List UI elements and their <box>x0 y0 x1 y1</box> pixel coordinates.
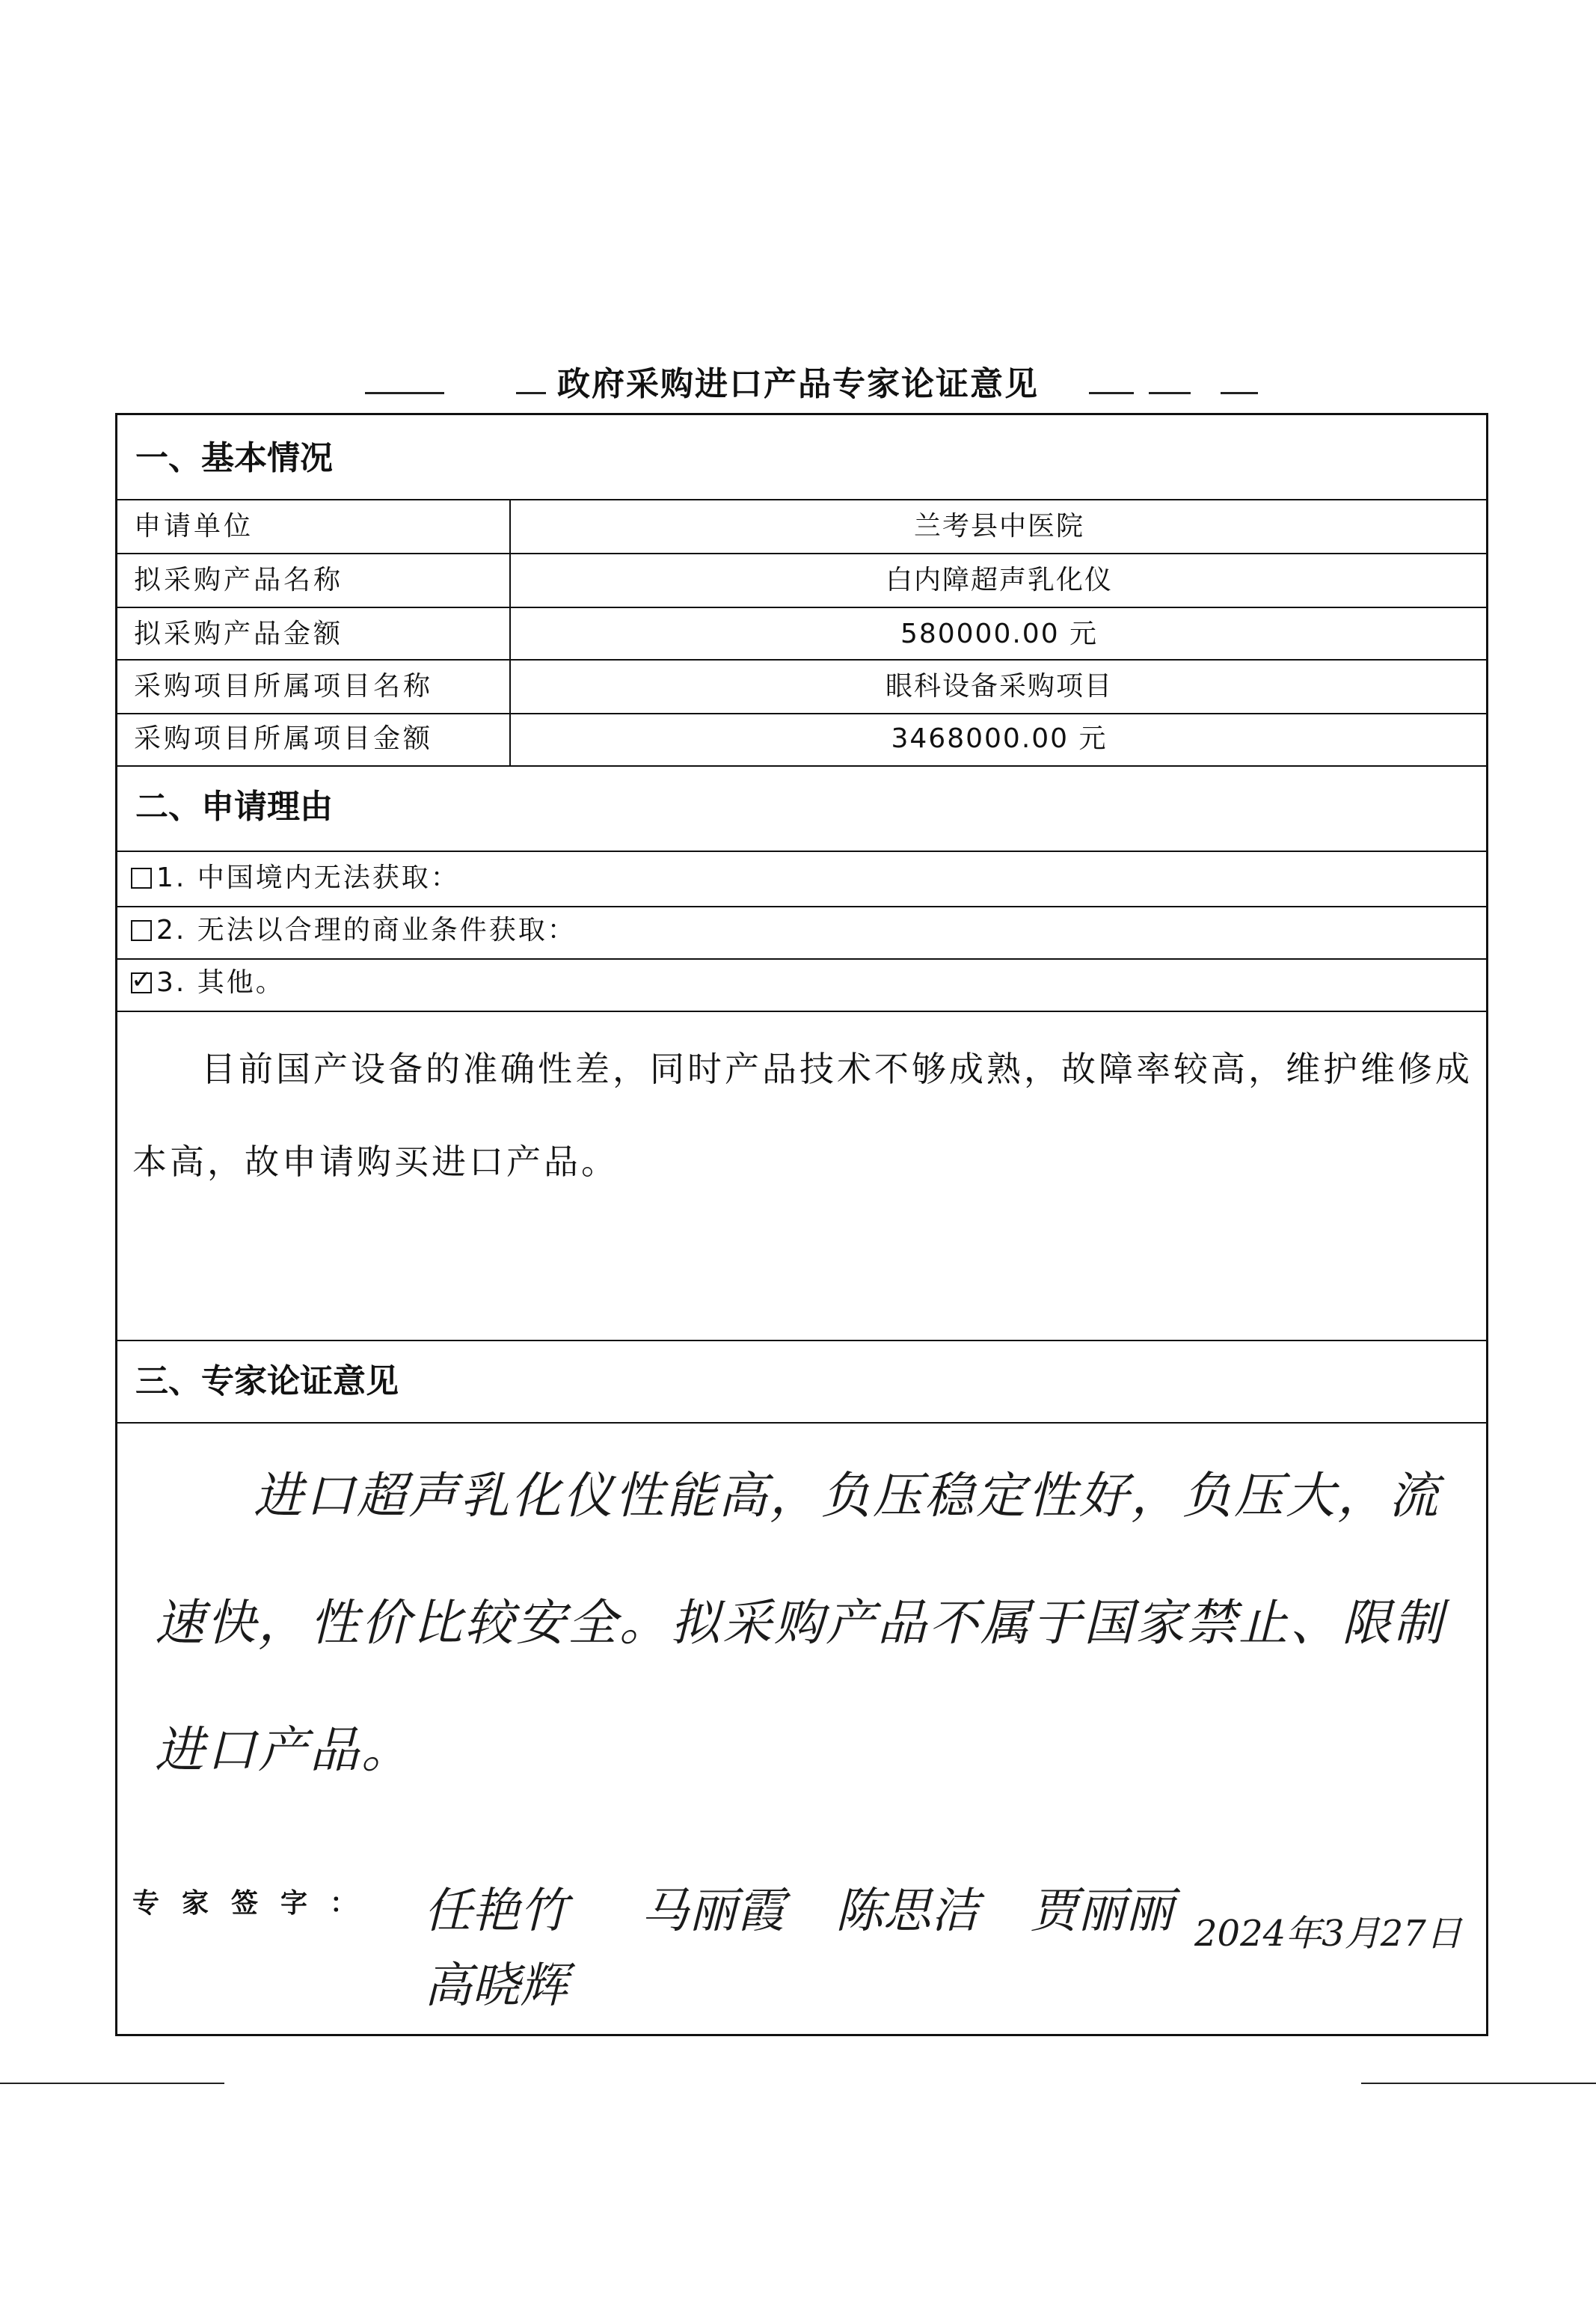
bottom-rule-left <box>0 2083 224 2084</box>
row-divider <box>117 1011 1486 1012</box>
value-project-name: 眼科设备采购项目 <box>885 671 1113 702</box>
signature-1: 任艳竹 <box>424 1884 568 1939</box>
section-reason-heading: 二、申请理由 <box>135 788 333 826</box>
option-1-text: 1. 中国境内无法获取： <box>156 862 460 893</box>
row-divider <box>117 958 1486 960</box>
signature-5: 高晓辉 <box>424 1958 568 2014</box>
section-basic-heading: 一、基本情况 <box>135 439 333 477</box>
checkmark-icon: ✓ <box>131 965 155 995</box>
signature-3: 陈思洁 <box>835 1884 979 1939</box>
value-product-amount: 580000.00 元 <box>900 619 1099 649</box>
checkbox-unchecked <box>131 868 152 889</box>
form-table <box>115 413 1488 2036</box>
bottom-rule-right <box>1361 2083 1596 2084</box>
option-3 <box>131 958 285 1008</box>
checkbox-checked <box>131 965 155 995</box>
signature-label: 专家签字： <box>132 1888 380 1919</box>
signing-date: 2024年3月27日 <box>1194 1913 1462 1955</box>
option-2-text: 2. 无法以合理的商业条件获取： <box>156 915 577 946</box>
label-applicant: 申请单位 <box>134 511 254 542</box>
section-opinion-heading: 三、专家论证意见 <box>135 1362 399 1400</box>
label-project-name: 采购项目所属项目名称 <box>134 671 434 702</box>
label-project-amount: 采购项目所属项目金额 <box>134 723 434 754</box>
row-divider <box>117 1422 1486 1424</box>
signature-4: 贾丽丽 <box>1030 1884 1173 1939</box>
expert-opinion-handwritten: 进口超声乳化仪性能高，负压稳定性好，负压大，流速快，性价比较安全。拟采购产品不属于国家禁止、限制进口产品。 <box>155 1467 1445 1779</box>
option-3-text: 3. 其他。 <box>156 967 285 998</box>
label-product-amount: 拟采购产品金额 <box>134 619 344 649</box>
signature-2: 马丽霞 <box>641 1884 785 1939</box>
value-applicant: 兰考县中医院 <box>913 511 1084 542</box>
option-1 <box>131 854 460 903</box>
row-divider <box>117 1340 1486 1341</box>
label-product-name: 拟采购产品名称 <box>134 565 344 595</box>
value-project-amount: 3468000.00 元 <box>891 723 1108 754</box>
value-product-name: 白内障超声乳化仪 <box>885 565 1113 595</box>
document-title: 政府采购进口产品专家论证意见 <box>557 365 1039 403</box>
option-2 <box>131 906 577 955</box>
row-divider <box>117 851 1486 852</box>
reason-text: 目前国产设备的准确性差，同时产品技术不够成熟，故障率较高，维护维修成本高，故申请购买进口产品。 <box>132 1049 1473 1182</box>
checkbox-unchecked <box>131 920 152 941</box>
row-divider <box>117 765 1486 767</box>
